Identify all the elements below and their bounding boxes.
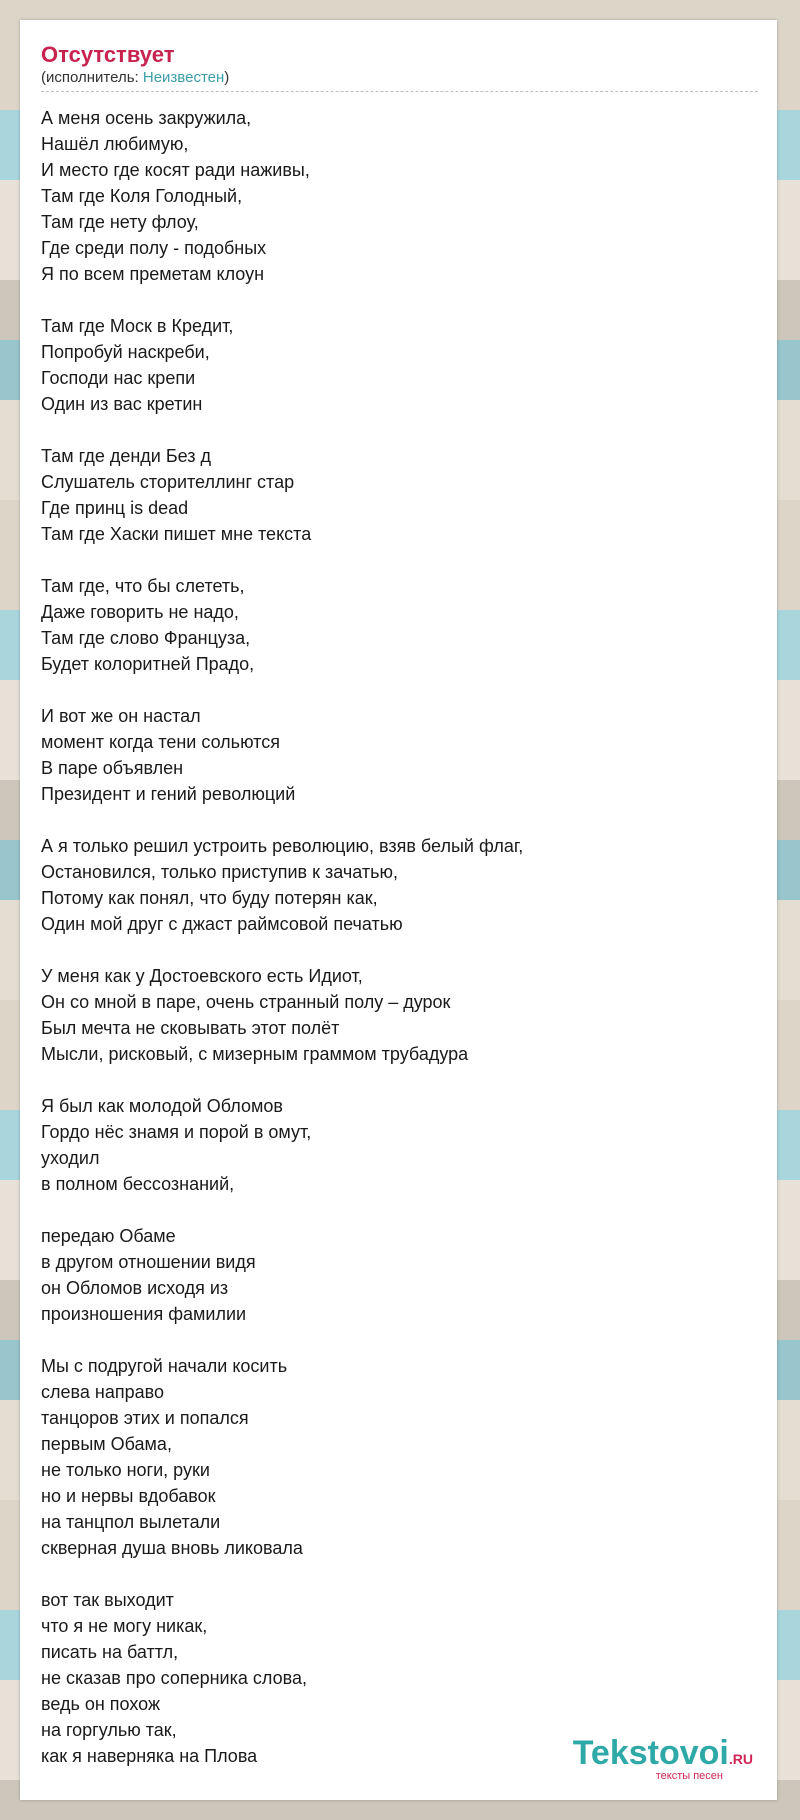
lyrics-line: Был мечта не сковывать этот полёт xyxy=(41,1018,340,1038)
lyrics-line: Слушатель сторителлинг стар xyxy=(41,472,295,492)
artist-link[interactable]: Неизвестен xyxy=(142,69,225,86)
lyrics-line: Даже говорить не надо, xyxy=(41,602,239,622)
lyrics-line: на танцпол вылетали xyxy=(41,1512,221,1532)
lyrics-line: Там где денди Без д xyxy=(41,446,212,466)
lyrics-line: момент когда тени сольются xyxy=(41,732,280,752)
lyrics-stanza xyxy=(41,1223,757,1327)
logo-tagline: тексты песен xyxy=(655,1770,723,1782)
lyrics-line: Нашёл любимую, xyxy=(41,134,189,154)
lyrics-line: Там где Коля Голодный, xyxy=(41,186,243,206)
lyrics-line: А меня осень закружила, xyxy=(41,108,252,128)
lyrics-line: Попробуй наскреби, xyxy=(41,342,210,362)
song-title: Отсутствует xyxy=(41,42,175,67)
lyrics-stanza xyxy=(41,1093,757,1197)
lyrics-stanza xyxy=(41,443,757,547)
lyrics-line: Там где Моск в Кредит, xyxy=(41,316,234,336)
lyrics-stanza xyxy=(41,573,757,677)
lyrics-line: танцоров этих и попался xyxy=(41,1408,249,1428)
lyrics-line: Где среди полу - подобных xyxy=(41,238,267,258)
lyrics-line: Он со мной в паре, очень странный полу – дурок xyxy=(41,992,451,1012)
lyrics-line: на горгулью так, xyxy=(41,1720,177,1740)
lyrics-line: Я по всем преметам клоун xyxy=(41,264,265,284)
lyrics-line: Там где нету флоу, xyxy=(41,212,199,232)
artist-suffix: ) xyxy=(224,69,230,86)
lyrics-line: Господи нас крепи xyxy=(41,368,196,388)
lyrics-line: в полном бессознаний, xyxy=(41,1174,235,1194)
lyrics-line: Там где Хаски пишет мне текста xyxy=(41,524,312,544)
lyrics-stanza xyxy=(41,313,757,417)
lyrics-line: Мы с подругой начали косить xyxy=(41,1356,288,1376)
lyrics-line: Гордо нёс знамя и порой в омут, xyxy=(41,1122,312,1142)
lyrics-line: первым Обама, xyxy=(41,1434,172,1454)
lyrics-text xyxy=(41,105,757,1769)
lyrics-card xyxy=(20,20,777,1800)
lyrics-stanza xyxy=(41,703,757,807)
lyrics-stanza xyxy=(41,1353,757,1561)
logo-domain: .RU xyxy=(728,1751,753,1767)
lyrics-line: но и нервы вдобавок xyxy=(41,1486,216,1506)
lyrics-line: писать на баттл, xyxy=(41,1642,179,1662)
logo-wordmark: Tekstovoi xyxy=(572,1734,729,1772)
lyrics-line: Президент и гений революций xyxy=(41,784,296,804)
lyrics-line: Один мой друг с джаст раймсовой печатью xyxy=(41,914,403,934)
lyrics-stanza xyxy=(41,833,757,937)
lyrics-line: что я не могу никак, xyxy=(41,1616,208,1636)
lyrics-line: он Обломов исходя из xyxy=(41,1278,229,1298)
artist-line xyxy=(41,68,758,92)
lyrics-line: ведь он похож xyxy=(41,1694,161,1714)
lyrics-line: Остановился, только приступив к зачатью, xyxy=(41,862,398,882)
lyrics-line: А я только решил устроить революцию, взяв белый флаг, xyxy=(41,836,524,856)
lyrics-line: уходил xyxy=(41,1148,100,1168)
lyrics-line: Потому как понял, что буду потерян как, xyxy=(41,888,378,908)
lyrics-line: не сказав про соперника слова, xyxy=(41,1668,307,1688)
lyrics-line: И вот же он настал xyxy=(41,706,201,726)
lyrics-stanza xyxy=(41,105,757,287)
site-logo[interactable] xyxy=(573,1736,753,1782)
lyrics-line: Там где, что бы слететь, xyxy=(41,576,245,596)
lyrics-stanza xyxy=(41,963,757,1067)
lyrics-line: И место где косят ради наживы, xyxy=(41,160,310,180)
lyrics-line: В паре объявлен xyxy=(41,758,184,778)
lyrics-line: Будет колоритней Прадо, xyxy=(41,654,255,674)
lyrics-line: слева направо xyxy=(41,1382,164,1402)
lyrics-line: Я был как молодой Обломов xyxy=(41,1096,283,1116)
lyrics-line: У меня как у Достоевского есть Идиот, xyxy=(41,966,363,986)
lyrics-line: Один из вас кретин xyxy=(41,394,203,414)
lyrics-line: как я наверняка на Плова xyxy=(41,1746,258,1766)
lyrics-line: произношения фамилии xyxy=(41,1304,247,1324)
lyrics-line: Там где слово Француза, xyxy=(41,628,251,648)
lyrics-line: Где принц is dead xyxy=(41,498,189,518)
lyrics-line: вот так выходит xyxy=(41,1590,174,1610)
lyrics-line: в другом отношении видя xyxy=(41,1252,256,1272)
lyrics-line: Мысли, рисковый, с мизерным граммом трубадура xyxy=(41,1044,469,1064)
lyrics-line: передаю Обаме xyxy=(41,1226,176,1246)
artist-prefix: (исполнитель: xyxy=(41,69,143,86)
lyrics-line: не только ноги, руки xyxy=(41,1460,210,1480)
lyrics-line: скверная душа вновь ликовала xyxy=(41,1538,303,1558)
